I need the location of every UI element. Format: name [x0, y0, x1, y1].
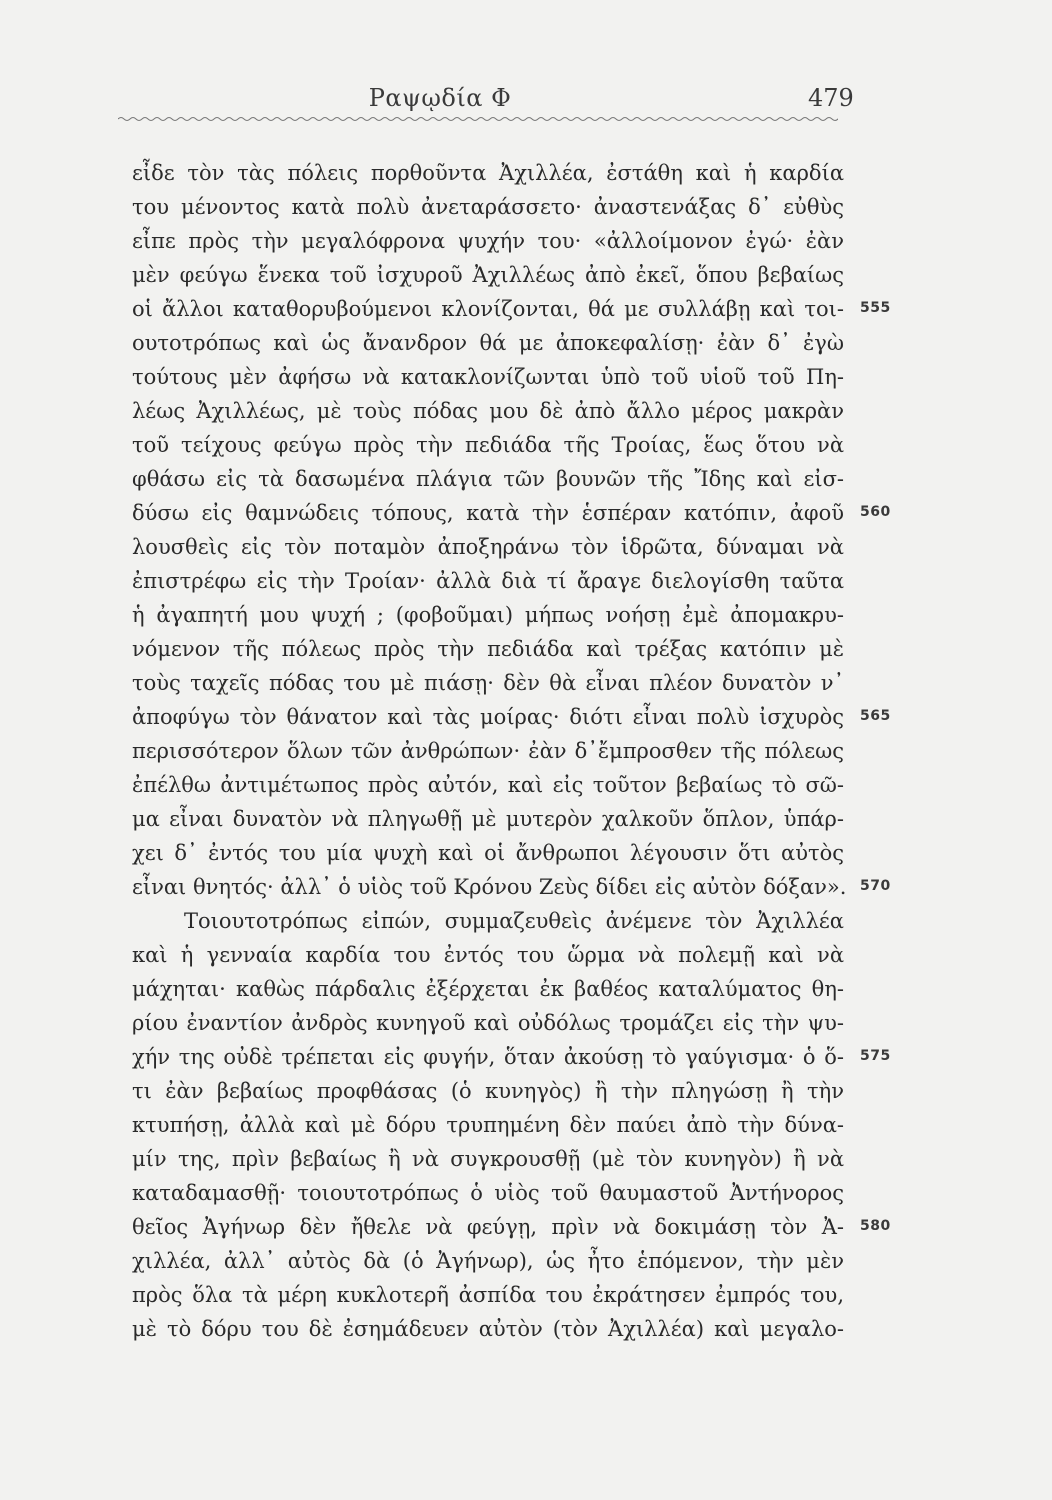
- text-line: εἶναι θνητός· ἀλλ᾽ ὁ υἱὸς τοῦ Κρόνου Ζεὺς δίδει εἰς αὐτὸν δόξαν».: [132, 875, 847, 899]
- body-text: [132, 156, 847, 1346]
- line-number: 560: [860, 504, 891, 520]
- text-line: θεῖος Ἀγήνωρ δὲν ἤθελε νὰ φεύγῃ, πρὶν νὰ δοκιμάσῃ τὸν Ἀ-: [132, 1215, 844, 1239]
- line-number: 570: [860, 878, 891, 894]
- text-line: ἐπιστρέφω εἰς τὴν Τροίαν· ἀλλὰ διὰ τί ἄραγε διελογίσθη ταῦτα: [132, 569, 844, 593]
- text-line: ουτοτρόπως καὶ ὡς ἄνανδρον θά με ἀποκεφαλίσῃ· ἐὰν δ᾽ ἐγὼ: [132, 331, 844, 355]
- wavy-rule-divider: [118, 116, 838, 122]
- text-line: ρίου ἐναντίον ἀνδρὸς κυνηγοῦ καὶ οὐδόλως τρομάζει εἰς τὴν ψυ-: [132, 1011, 844, 1035]
- text-line: λέως Ἀχιλλέως, μὲ τοὺς πόδας μου δὲ ἀπὸ ἄλλο μέρος μακρὰν: [132, 399, 844, 423]
- text-line: εἶπε πρὸς τὴν μεγαλόφρονα ψυχήν του· «ἀλλοίμονον ἐγώ· ἐὰν: [132, 229, 844, 253]
- text-line: τούτους μὲν ἀφήσω νὰ κατακλονίζωνται ὑπὸ τοῦ υἱοῦ τοῦ Πη-: [132, 365, 844, 389]
- text-line: τοῦ τείχους φεύγω πρὸς τὴν πεδιάδα τῆς Τροίας, ἕως ὅτου νὰ: [132, 433, 844, 457]
- text-line: περισσότερον ὅλων τῶν ἀνθρώπων· ἐὰν δ᾽ἔμπροσθεν τῆς πόλεως: [132, 739, 844, 763]
- line-number: 580: [860, 1218, 891, 1234]
- text-line: καταδαμασθῇ· τοιουτοτρόπως ὁ υἱὸς τοῦ θαυμαστοῦ Ἀντήνορος: [132, 1181, 844, 1205]
- text-line: ἐπέλθω ἀντιμέτωπος πρὸς αὐτόν, καὶ εἰς τοῦτον βεβαίως τὸ σῶ-: [132, 773, 844, 797]
- page-title: Ραψῳδία Φ: [368, 84, 512, 112]
- text-line: χιλλέα, ἀλλ᾽ αὐτὸς δὰ (ὁ Ἀγήνωρ), ὡς ἦτο ἑπόμενον, τὴν μὲν: [132, 1249, 844, 1273]
- text-line: μα εἶναι δυνατὸν νὰ πληγωθῇ μὲ μυτερὸν χαλκοῦν ὅπλον, ὑπάρ-: [132, 807, 844, 831]
- text-line: τοὺς ταχεῖς πόδας του μὲ πιάσῃ· δὲν θὰ εἶναι πλέον δυνατὸν ν᾽: [132, 671, 844, 695]
- text-line: δύσω εἰς θαμνώδεις τόπους, κατὰ τὴν ἑσπέραν κατόπιν, ἀφοῦ: [132, 501, 844, 525]
- text-line: ἡ ἀγαπητή μου ψυχή ; (φοβοῦμαι) μήπως νοήσῃ ἐμὲ ἀπομακρυ-: [132, 603, 844, 627]
- text-line: μὲν φεύγω ἕνεκα τοῦ ἰσχυροῦ Ἀχιλλέως ἀπὸ ἐκεῖ, ὅπου βεβαίως: [132, 263, 844, 287]
- text-line: νόμενον τῆς πόλεως πρὸς τὴν πεδιάδα καὶ τρέξας κατόπιν μὲ: [132, 637, 844, 661]
- text-line: λουσθεὶς εἰς τὸν ποταμὸν ἀποξηράνω τὸν ἱδρῶτα, δύναμαι νὰ: [132, 535, 844, 559]
- text-line: χήν της οὐδὲ τρέπεται εἰς φυγήν, ὅταν ἀκούσῃ τὸ γαύγισμα· ὁ ὅ-: [132, 1045, 844, 1069]
- running-header: [0, 80, 1052, 120]
- text-line: εἶδε τὸν τὰς πόλεις πορθοῦντα Ἀχιλλέα, ἐστάθη καὶ ἡ καρδία: [132, 161, 844, 185]
- text-line: χει δ᾽ ἐντός του μία ψυχὴ καὶ οἱ ἄνθρωποι λέγουσιν ὅτι αὐτὸς: [132, 841, 844, 865]
- text-line: τι ἐὰν βεβαίως προφθάσας (ὁ κυνηγὸς) ἢ τὴν πληγώσῃ ἢ τὴν: [132, 1079, 844, 1103]
- text-line: φθάσω εἰς τὰ δασωμένα πλάγια τῶν βουνῶν τῆς Ἴδης καὶ εἰσ-: [132, 467, 844, 491]
- text-line: πρὸς ὅλα τὰ μέρη κυκλοτερῆ ἀσπίδα του ἐκράτησεν ἐμπρός του,: [132, 1283, 844, 1307]
- line-number: 575: [860, 1048, 891, 1064]
- text-line: καὶ ἡ γενναία καρδία του ἐντός του ὥρμα νὰ πολεμῇ καὶ νὰ: [132, 943, 844, 967]
- line-number: 565: [860, 708, 891, 724]
- text-line: μάχηται· καθὼς πάρδαλις ἐξέρχεται ἐκ βαθέος καταλύματος θη-: [132, 977, 844, 1001]
- text-line: κτυπήσῃ, ἀλλὰ καὶ μὲ δόρυ τρυπημένη δὲν παύει ἀπὸ τὴν δύνα-: [132, 1113, 844, 1137]
- text-line: μὲ τὸ δόρυ του δὲ ἐσημάδευεν αὐτὸν (τὸν Ἀχιλλέα) καὶ μεγαλο-: [132, 1317, 844, 1341]
- page-number: 479: [808, 84, 854, 112]
- text-line: ἀποφύγω τὸν θάνατον καὶ τὰς μοίρας· διότι εἶναι πολὺ ἰσχυρὸς: [132, 705, 844, 729]
- text-line: μίν της, πρὶν βεβαίως ἢ νὰ συγκρουσθῇ (μὲ τὸν κυνηγὸν) ἢ νὰ: [132, 1147, 844, 1171]
- text-line: οἱ ἄλλοι καταθορυβούμενοι κλονίζονται, θά με συλλάβῃ καὶ τοι-: [132, 297, 844, 321]
- text-line: Τοιουτοτρόπως εἰπών, συμμαζευθεὶς ἀνέμενε τὸν Ἀχιλλέα: [184, 909, 844, 933]
- line-number: 555: [860, 300, 891, 316]
- text-line: του μένοντος κατὰ πολὺ ἀνεταράσσετο· ἀναστενάξας δ᾽ εὐθὺς: [132, 195, 844, 219]
